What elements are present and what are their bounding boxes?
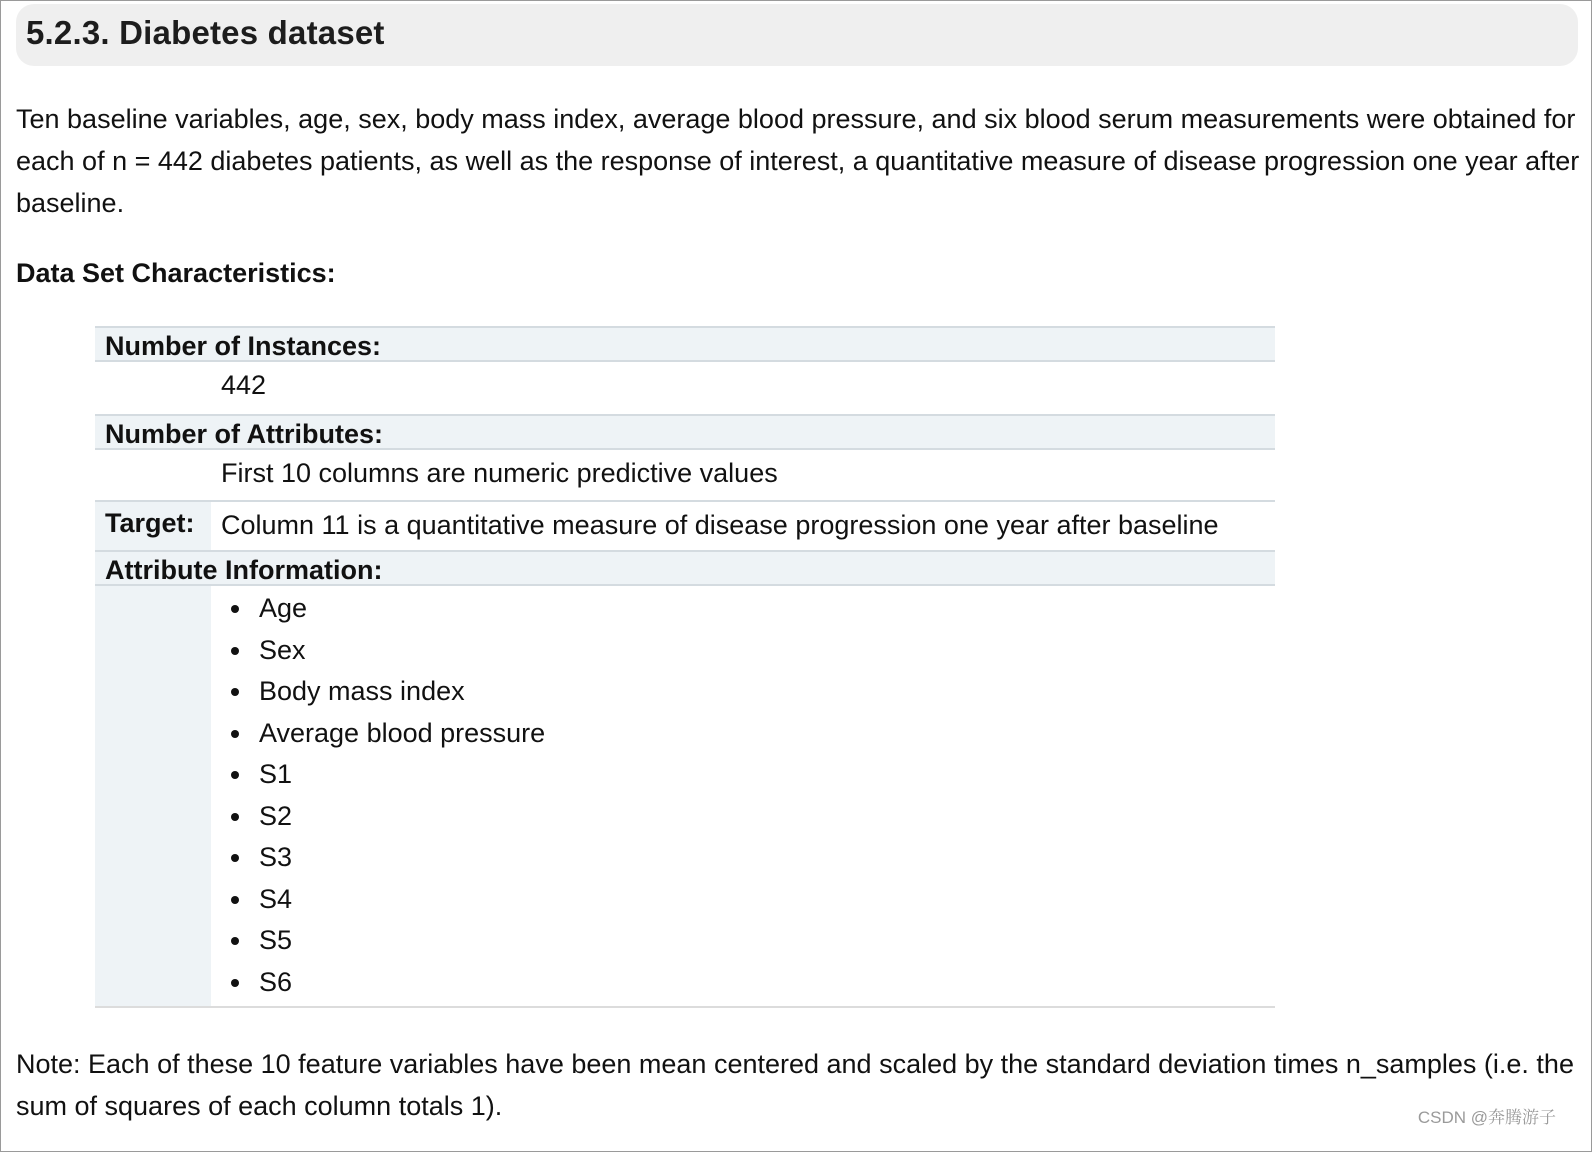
attribute-item-label: Average blood pressure xyxy=(259,717,546,748)
bullet-icon xyxy=(231,854,239,862)
target-label: Target: xyxy=(105,508,195,538)
attribute-info-label-row xyxy=(95,550,1275,586)
attribute-item xyxy=(221,676,1275,718)
instances-label: Number of Instances: xyxy=(105,331,382,361)
characteristics-field-list xyxy=(95,326,1275,1008)
attributes-value-row xyxy=(95,450,1275,500)
bullet-icon xyxy=(231,813,239,821)
attribute-item xyxy=(221,593,1275,635)
attribute-item xyxy=(221,925,1275,967)
target-value: Column 11 is a quantitative measure of disease progression one year after baseline xyxy=(221,510,1219,540)
attribute-info-gutter xyxy=(95,586,211,1006)
bullet-icon xyxy=(231,937,239,945)
instances-gutter xyxy=(95,362,211,414)
bullet-icon xyxy=(231,605,239,613)
attribute-item xyxy=(221,801,1275,843)
attributes-label-row xyxy=(95,414,1275,450)
attributes-gutter xyxy=(95,450,211,500)
attribute-item xyxy=(221,759,1275,801)
attribute-item-label: S5 xyxy=(259,925,293,955)
attributes-value: First 10 columns are numeric predictive values xyxy=(221,458,778,488)
note-paragraph: Note: Each of these 10 feature variables have been mean centered and scaled by the standard deviation times n_samples (i.e. the sum of squares of each column totals 1). xyxy=(16,1049,1574,1121)
attribute-info-label: Attribute Information: xyxy=(105,555,383,585)
watermark: CSDN @奔腾游子 xyxy=(1417,1108,1556,1127)
attribute-item xyxy=(221,967,1275,1009)
section-title: 5.2.3. Diabetes dataset xyxy=(26,14,385,51)
attributes-label: Number of Attributes: xyxy=(105,419,383,449)
target-gutter xyxy=(95,502,211,550)
instances-value-row xyxy=(95,362,1275,414)
attribute-info-row xyxy=(95,586,1275,1006)
instances-value: 442 xyxy=(221,370,267,400)
bullet-icon xyxy=(231,771,239,779)
attribute-list xyxy=(221,586,1275,1008)
attribute-item xyxy=(221,635,1275,677)
bullet-icon xyxy=(231,896,239,904)
section-header xyxy=(16,4,1578,66)
bullet-icon xyxy=(231,979,239,987)
attribute-item-label: S3 xyxy=(259,842,293,872)
attribute-info-body xyxy=(211,586,1275,1006)
attribute-item-label: Age xyxy=(259,593,308,623)
attribute-item-label: S4 xyxy=(259,883,293,914)
characteristics-title: Data Set Characteristics: xyxy=(16,258,336,288)
bullet-icon xyxy=(231,730,239,738)
bullet-icon xyxy=(231,688,239,696)
attribute-item-label: S2 xyxy=(259,800,293,831)
attribute-item xyxy=(221,842,1275,884)
attribute-item-label: S1 xyxy=(259,759,293,789)
attribute-item-label: S6 xyxy=(259,966,293,997)
attribute-item-label: Body mass index xyxy=(259,676,465,706)
attribute-item xyxy=(221,884,1275,926)
instances-label-row xyxy=(95,326,1275,362)
target-row xyxy=(95,500,1275,550)
attribute-item xyxy=(221,718,1275,760)
intro-paragraph: Ten baseline variables, age, sex, body mass index, average blood pressure, and six blood serum measurements were obtained for each of n = 442 diabetes patients, as well as the response of interest, a quantitative measure of disease progression one year after baseline. xyxy=(16,104,1580,218)
attribute-item-label: Sex xyxy=(259,634,306,665)
bullet-icon xyxy=(231,647,239,655)
